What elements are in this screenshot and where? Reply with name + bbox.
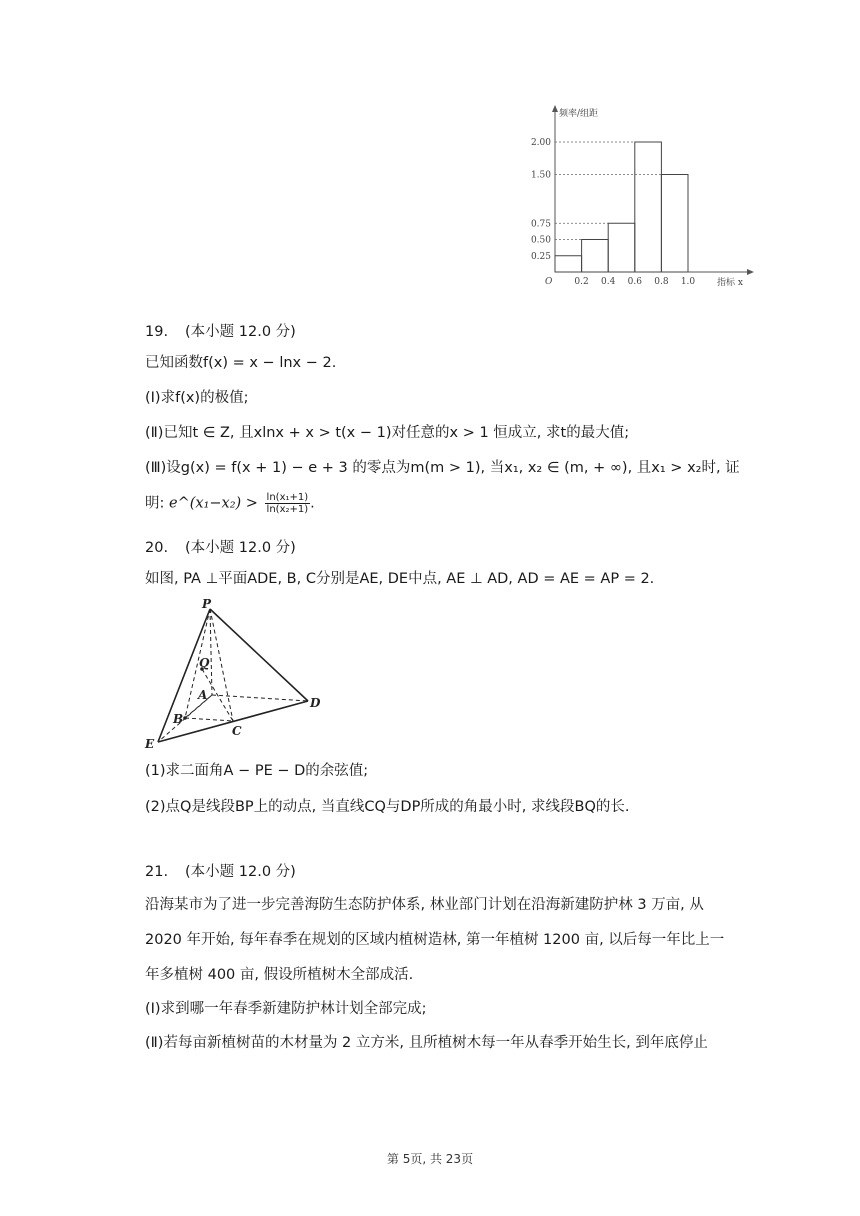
page-footer: 第 5页, 共 23页 bbox=[386, 1152, 474, 1166]
x-tick-label: 0.6 bbox=[627, 277, 642, 287]
x-axis-arrow bbox=[747, 269, 754, 275]
histogram-bar bbox=[582, 240, 609, 273]
histogram-bar bbox=[608, 223, 635, 272]
q19-number: 19. bbox=[145, 324, 169, 340]
label-D: D bbox=[310, 696, 321, 710]
q19-part3: (Ⅲ)设g(x) = f(x + 1) − e + 3 的零点为m(m > 1), 当x₁, x₂ ∈ (m, + ∞), 且x₁ > x₂时, 证 bbox=[145, 460, 740, 476]
origin-label: O bbox=[545, 277, 553, 287]
y-axis-arrow bbox=[552, 105, 558, 112]
q21-points: (本小题 12.0 分) bbox=[185, 864, 296, 880]
q19-fraction bbox=[265, 492, 311, 515]
q21-part2: (Ⅱ)若每亩新植树苗的木材量为 2 立方米, 且所植树木每一年从春季开始生长, 到年底停止 bbox=[145, 1035, 708, 1051]
x-axis-label: 指标 x bbox=[717, 278, 743, 287]
histogram-figure bbox=[515, 102, 775, 287]
label-A: A bbox=[198, 688, 208, 702]
q19-points: (本小题 12.0 分) bbox=[185, 324, 296, 340]
label-E: E bbox=[145, 737, 155, 751]
label-B: B bbox=[173, 712, 184, 726]
q21-line1: 沿海某市为了进一步完善海防生态防护体系, 林业部门计划在沿海新建防护林 3 万亩, 从 bbox=[145, 897, 704, 913]
pyramid-figure bbox=[140, 597, 340, 752]
label-C: C bbox=[232, 724, 242, 738]
q20-intro: 如图, PA ⊥平面ADE, B, C分别是AE, DE中点, AE ⊥ AD, AD = AE = AP = 2. bbox=[145, 571, 655, 587]
q19-part2: (Ⅱ)已知t ∈ Z, 且xlnx + x > t(x − 1)对任意的x > 1 恒成立, 求t的最大值; bbox=[145, 425, 630, 441]
y-tick-label: 0.50 bbox=[530, 235, 551, 246]
q21-line3: 年多植树 400 亩, 假设所植树木全部成活. bbox=[145, 967, 414, 983]
q21-header bbox=[145, 860, 296, 881]
y-axis-label: 频率/组距 bbox=[559, 109, 599, 119]
q19-part3-prefix: 明: bbox=[145, 495, 169, 512]
label-Q: Q bbox=[199, 656, 210, 670]
x-tick-label: 1.0 bbox=[680, 277, 696, 287]
x-tick-label: 0.4 bbox=[601, 277, 616, 287]
q19-intro: 已知函数f(x) = x − lnx − 2. bbox=[145, 355, 337, 371]
q20-number: 20. bbox=[145, 540, 169, 556]
q21-line2: 2020 年开始, 每年春季在规划的区域内植树造林, 第一年植树 1200 亩, 以后每一年比上一 bbox=[145, 932, 725, 948]
histogram-bar bbox=[555, 256, 582, 272]
label-P: P bbox=[202, 597, 212, 611]
q20-part1: (1)求二面角A − PE − D的余弦值; bbox=[145, 763, 369, 779]
q21-part1: (Ⅰ)求到哪一年春季新建防护林计划全部完成; bbox=[145, 1001, 427, 1017]
q20-points: (本小题 12.0 分) bbox=[185, 540, 296, 556]
q19-frac-num: ln(x₁+1) bbox=[266, 492, 309, 503]
q20-header bbox=[145, 536, 296, 557]
q21-number: 21. bbox=[145, 864, 169, 880]
y-tick-label: 0.75 bbox=[530, 219, 551, 230]
x-tick-label: 0.8 bbox=[654, 277, 669, 287]
x-tick-label: 0.2 bbox=[574, 277, 589, 287]
q19-part1: (Ⅰ)求f(x)的极值; bbox=[145, 390, 249, 406]
q19-header bbox=[145, 320, 296, 341]
y-tick-label: 1.50 bbox=[530, 170, 551, 181]
y-tick-label: 2.00 bbox=[530, 138, 551, 148]
q19-part3-cont: 明: e^(x₁−x₂) > $\frac{\text{ln(x₁+1)}}{\text{ln(x₂+1)}}$ . bbox=[145, 492, 315, 515]
histogram-bar bbox=[635, 142, 662, 272]
q20-part2: (2)点Q是线段BP上的动点, 当直线CQ与DP所成的角最小时, 求线段BQ的长. bbox=[145, 799, 630, 815]
y-tick-label: 0.25 bbox=[530, 251, 551, 262]
q19-frac-den: ln(x₂+1) bbox=[266, 504, 309, 515]
q19-part3-exp: e^(x₁−x₂) > bbox=[169, 495, 258, 512]
histogram-bar bbox=[661, 175, 688, 273]
